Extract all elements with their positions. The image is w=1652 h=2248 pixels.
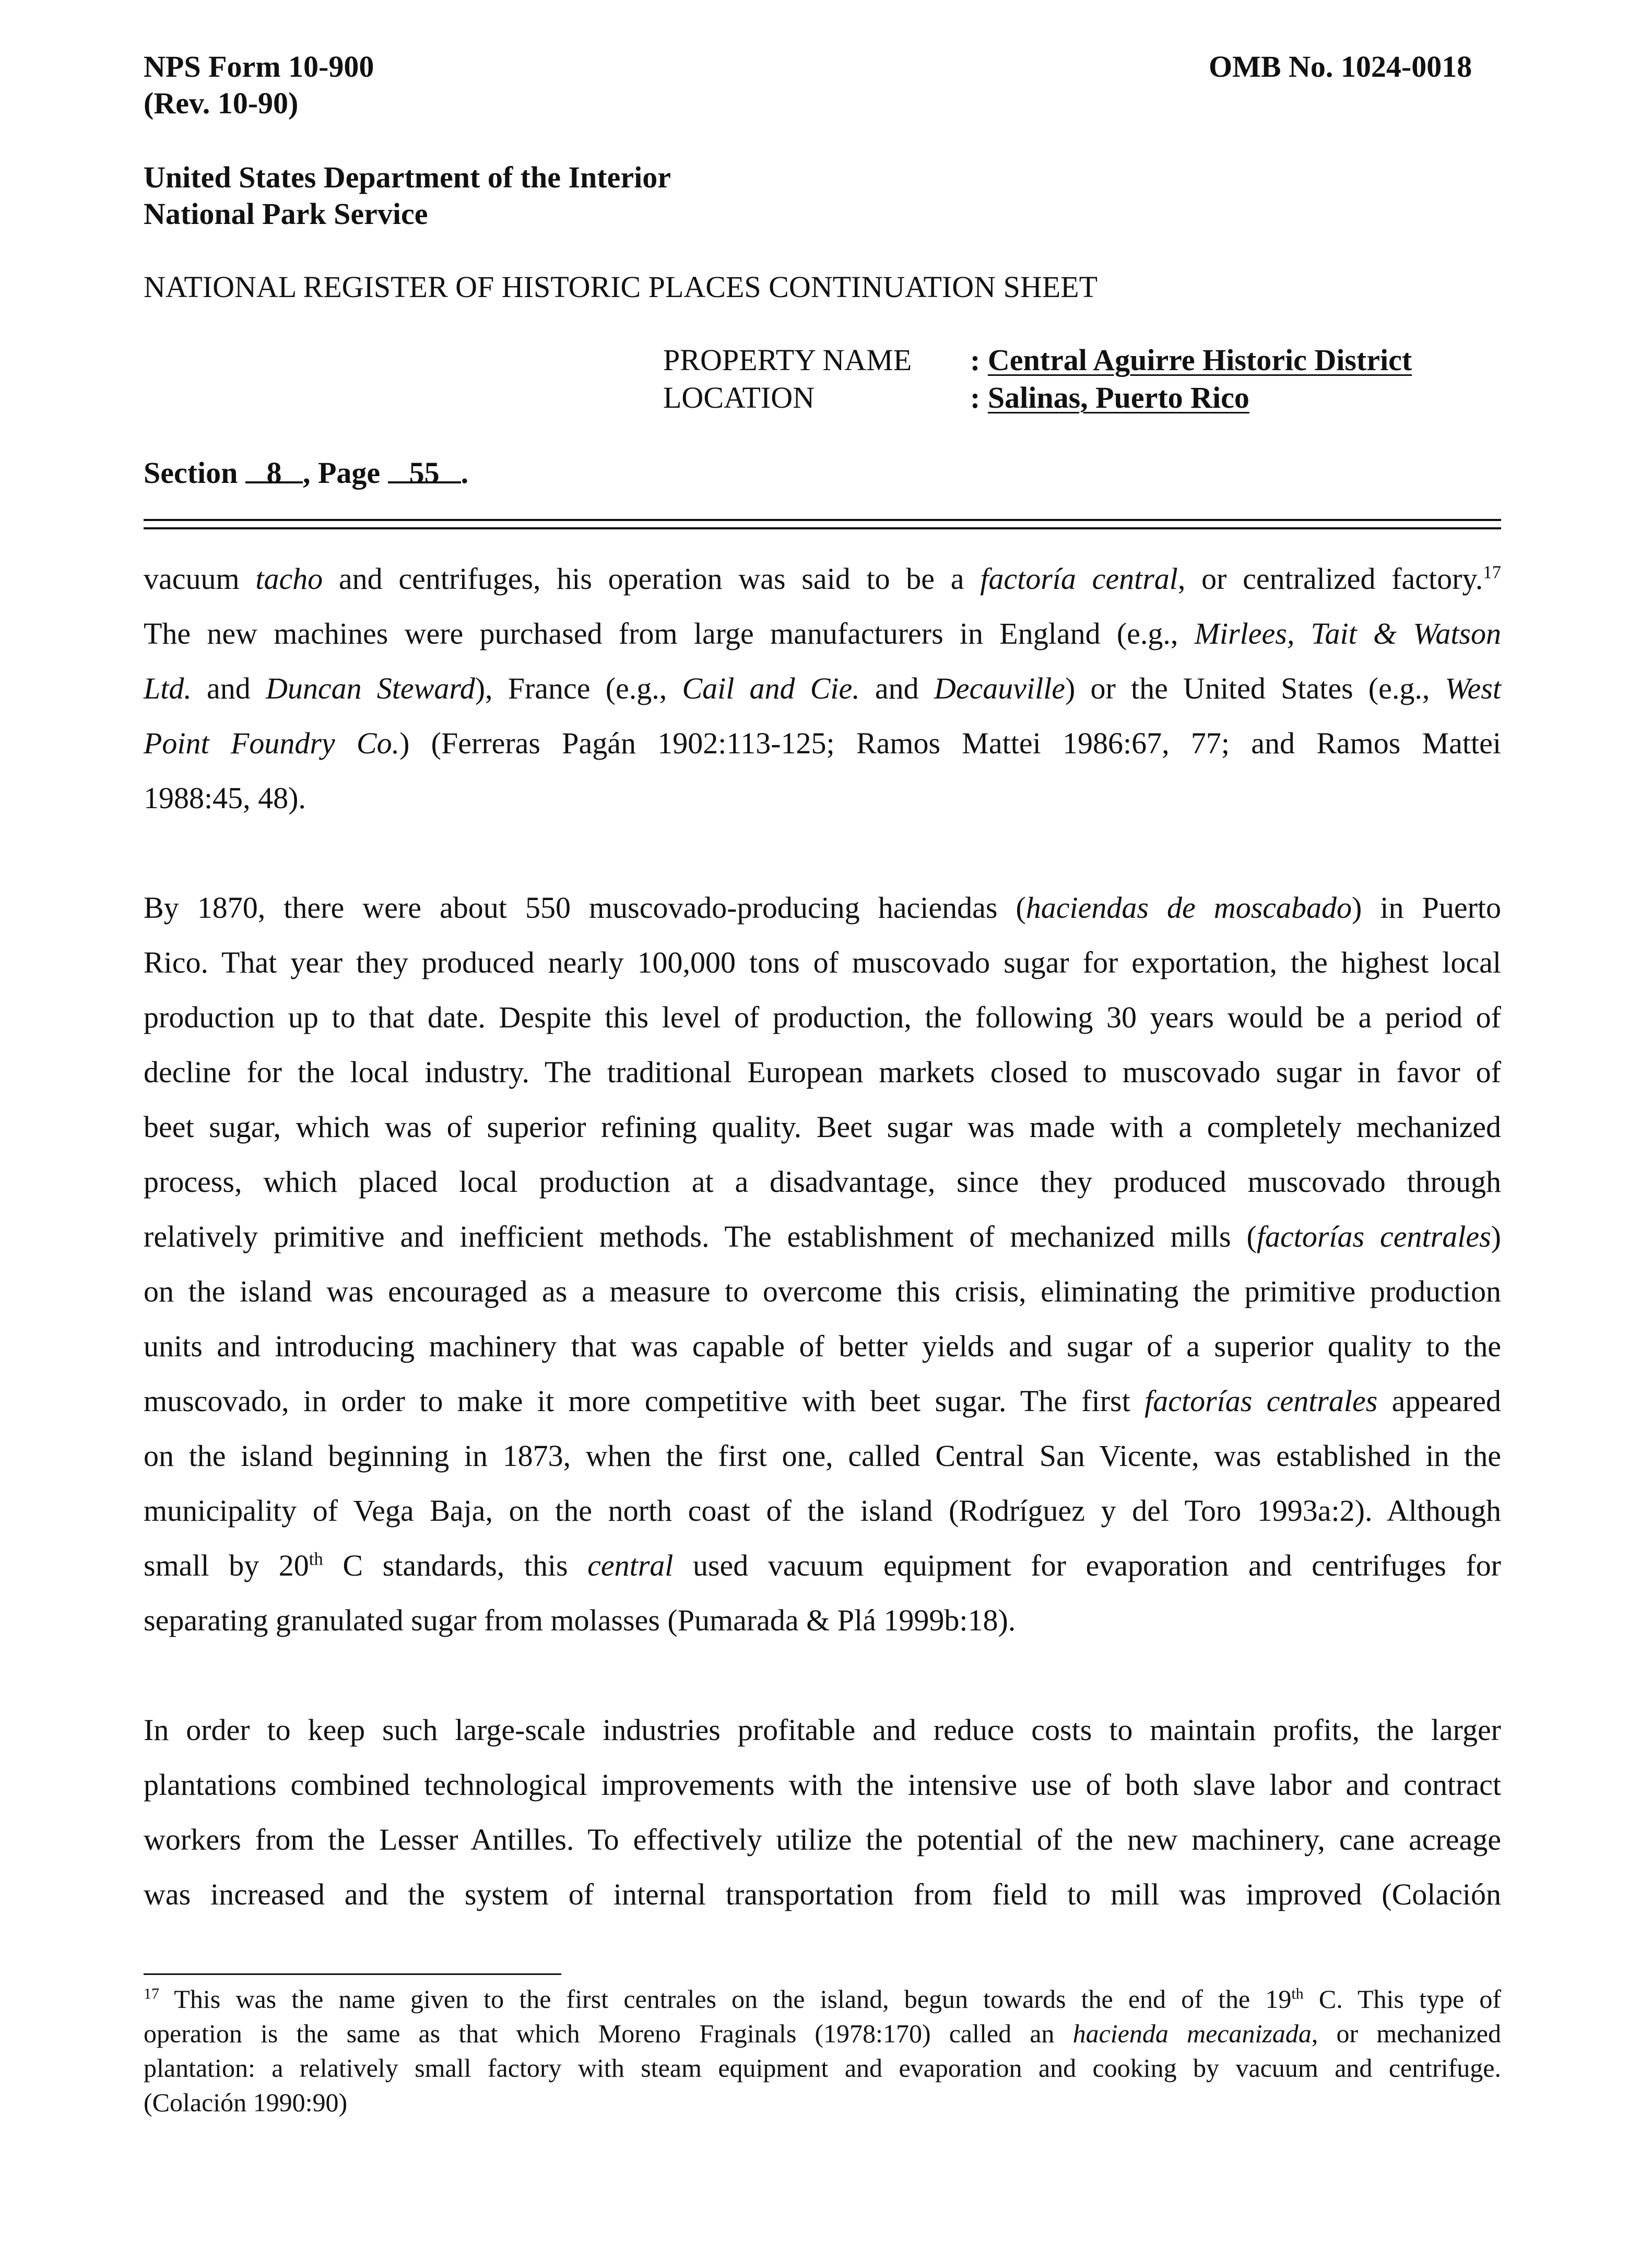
page-number: 55 — [388, 452, 461, 483]
text-line: Ltd. and Duncan Steward), France (e.g., Cail and Cie. and Decauville) or the United States (e.g., West — [144, 671, 1501, 705]
header-divider-bottom — [144, 527, 1501, 529]
text-line: production up to that date. Despite this level of production, the following 30 years would be a period of — [144, 1000, 1501, 1034]
property-name-value — [970, 339, 1412, 381]
text-line: By 1870, there were about 550 muscovado-producing haciendas (haciendas de moscabado) in Puerto — [144, 891, 1501, 925]
text-line: The new machines were purchased from large manufacturers in England (e.g., Mirlees, Tait & Watson — [144, 617, 1502, 650]
page-end: . — [461, 456, 469, 490]
section-label: Section — [144, 456, 238, 490]
section-page-line — [144, 452, 468, 494]
header-divider-top — [144, 519, 1501, 521]
text-line: Rico. That year they produced nearly 100,000 tons of muscovado sugar for exportation, the highest local — [144, 945, 1501, 979]
service-name: National Park Service — [144, 197, 428, 231]
form-revision: (Rev. 10-90) — [144, 86, 299, 120]
footnote-line: operation is the same as that which Moreno Fraginals (1978:170) called an hacienda mecanizada, or mechanized — [144, 2019, 1501, 2048]
text-line: process, which placed local production at a disadvantage, since they produced muscovado through — [144, 1165, 1501, 1199]
text-line: decline for the local industry. The traditional European markets closed to muscovado sugar in favor of — [144, 1055, 1501, 1089]
text-line: 1988:45, 48). — [144, 781, 306, 815]
department-name: United States Department of the Interior — [144, 160, 671, 194]
text-line: on the island was encouraged as a measure to overcome this crisis, eliminating the primitive production — [144, 1274, 1501, 1308]
text-line: beet sugar, which was of superior refining quality. Beet sugar was made with a completely mechanized — [144, 1110, 1501, 1144]
property-name-text: Central Aguirre Historic District — [987, 343, 1412, 377]
page-label: , Page — [302, 456, 381, 490]
text-line: Point Foundry Co.) (Ferreras Pagán 1902:113-125; Ramos Mattei 1986:67, 77; and Ramos Mattei — [144, 726, 1501, 760]
text-line: In order to keep such large-scale industries profitable and reduce costs to maintain profits, the larger — [144, 1713, 1501, 1747]
colon: : — [970, 381, 988, 415]
sheet-title: NATIONAL REGISTER OF HISTORIC PLACES CONTINUATION SHEET — [144, 270, 1098, 304]
location-text: Salinas, Puerto Rico — [987, 381, 1249, 415]
form-name: NPS Form 10-900 — [144, 50, 374, 84]
text-line: plantations combined technological improvements with the intensive use of both slave labor and contract — [144, 1768, 1501, 1802]
text-line: municipality of Vega Baja, on the north coast of the island (Rodríguez y del Toro 1993a:2). Although — [144, 1494, 1501, 1528]
footnote-line: (Colación 1990:90) — [144, 2088, 348, 2117]
text-line: workers from the Lesser Antilles. To effectively utilize the potential of the new machinery, cane acreage — [144, 1823, 1501, 1856]
footnote-divider — [144, 1973, 561, 1975]
text-line: muscovado, in order to make it more competitive with beet sugar. The first factorías centrales appeared — [144, 1384, 1501, 1418]
omb-number: OMB No. 1024-0018 — [1209, 50, 1472, 84]
footnote-number: 17 — [144, 1985, 159, 2003]
section-number: 8 — [245, 452, 303, 483]
footnote-line: plantation: a relatively small factory with steam equipment and evaporation and cooking by vacuum and centrifuge. — [144, 2053, 1501, 2083]
text-line: units and introducing machinery that was capable of better yields and sugar of a superior quality to the — [144, 1329, 1501, 1363]
footnote-line: $^{17}$ This was the name given to the first centrales on the island, begun towards the end of the 19th C. This type of — [144, 1984, 1501, 2014]
text-line: vacuum tacho and centrifuges, his operation was said to be a factoría central, or centralized factory.$^{17}$ — [144, 562, 1501, 596]
text-line: on the island beginning in 1873, when the first one, called Central San Vicente, was established in the — [144, 1439, 1501, 1473]
text-line: separating granulated sugar from molasses (Pumarada & Plá 1999b:18). — [144, 1603, 1016, 1637]
location-label: LOCATION — [663, 381, 815, 415]
text-line: small by 20th C standards, this central used vacuum equipment for evaporation and centrifuges for — [144, 1548, 1501, 1582]
location-value — [970, 377, 1249, 419]
text-line: relatively primitive and inefficient methods. The establishment of mechanized mills (factorías centrales) — [144, 1220, 1501, 1253]
property-name-label: PROPERTY NAME — [663, 343, 912, 377]
text-line: was increased and the system of internal transportation from field to mill was improved (Colación — [144, 1877, 1501, 1911]
colon: : — [970, 343, 988, 377]
